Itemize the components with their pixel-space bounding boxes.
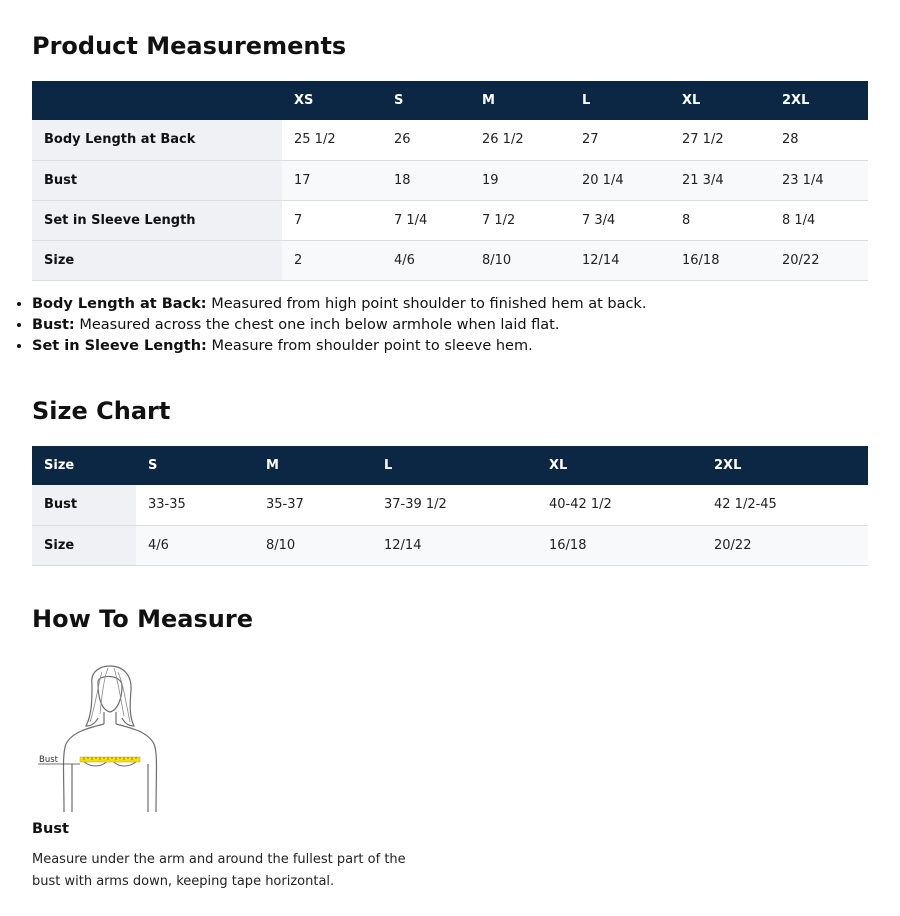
row-label: Size [32,240,282,280]
table-cell: 7 [282,200,382,240]
table-cell: 12/14 [570,240,670,280]
table-cell: 23 1/4 [770,160,868,200]
header-cell: 2XL [782,93,810,108]
list-item [32,336,646,357]
measure-item-title: Bust [32,821,69,837]
section-title-product-measurements: Product Measurements [32,32,347,60]
table-cell: 21 3/4 [670,160,770,200]
table-cell: 12/14 [372,525,537,565]
table-cell: 27 1/2 [670,120,770,160]
row-label: Set in Sleeve Length [32,200,282,240]
table-cell: 25 1/2 [282,120,382,160]
measure-item-description: Measure under the arm and around the fullest part of the bust with arms down, keeping tape horizontal. [32,852,406,889]
table-cell: 19 [470,160,570,200]
section-title-size-chart: Size Chart [32,397,171,425]
header-cell: M [482,93,495,108]
note-text: Measured across the chest one inch below armhole when laid flat. [74,317,560,333]
header-cell: XS [294,93,314,108]
table-cell: 4/6 [382,240,470,280]
table-cell: 33-35 [136,485,254,525]
measurements-table [32,81,868,281]
header-cell: M [266,458,279,473]
measurement-notes-list [0,294,646,357]
header-cell: S [148,458,158,473]
table-cell: 7 1/4 [382,200,470,240]
list-item [32,315,646,336]
table-cell: 2 [282,240,382,280]
size-chart-table [32,446,868,566]
header-cell: 2XL [714,458,742,473]
note-text: Measure from shoulder point to sleeve hem. [206,338,533,354]
header-cell: XL [549,458,568,473]
row-label: Bust [32,485,136,525]
table-row [32,485,868,525]
table-header-row [32,446,868,485]
bust-measure-illustration [32,664,184,814]
table-row [32,525,868,565]
table-cell: 40-42 1/2 [537,485,702,525]
table-cell: 8 [670,200,770,240]
table-cell: 26 1/2 [470,120,570,160]
table-cell: 8/10 [254,525,372,565]
header-cell: L [384,458,393,473]
table-cell: 28 [770,120,868,160]
header-cell: L [582,93,591,108]
header-cell: Size [44,458,75,473]
note-term: Bust: [32,317,75,333]
table-row [32,240,868,280]
header-cell [32,81,282,120]
table-cell: 26 [382,120,470,160]
table-cell: 16/18 [670,240,770,280]
row-label: Bust [32,160,282,200]
table-row [32,200,868,240]
row-label: Body Length at Back [32,120,282,160]
table-row [32,120,868,160]
table-cell: 35-37 [254,485,372,525]
table-row [32,160,868,200]
table-cell: 16/18 [537,525,702,565]
note-term: Set in Sleeve Length: [32,338,207,354]
table-cell: 20/22 [770,240,868,280]
note-text: Measured from high point shoulder to finished hem at back. [206,296,647,312]
table-cell: 18 [382,160,470,200]
table-cell: 27 [570,120,670,160]
header-cell: S [394,93,404,108]
header-cell: XL [682,93,701,108]
list-item [32,294,646,315]
table-cell: 37-39 1/2 [372,485,537,525]
table-cell: 17 [282,160,382,200]
table-cell: 4/6 [136,525,254,565]
illustration-label: Bust [39,755,58,765]
note-term: Body Length at Back: [32,296,207,312]
section-title-how-to-measure: How To Measure [32,605,253,633]
row-label: Size [32,525,136,565]
table-header-row [32,81,868,120]
table-cell: 20 1/4 [570,160,670,200]
table-cell: 7 3/4 [570,200,670,240]
table-cell: 8 1/4 [770,200,868,240]
table-cell: 7 1/2 [470,200,570,240]
table-cell: 8/10 [470,240,570,280]
table-cell: 20/22 [702,525,868,565]
table-cell: 42 1/2-45 [702,485,868,525]
